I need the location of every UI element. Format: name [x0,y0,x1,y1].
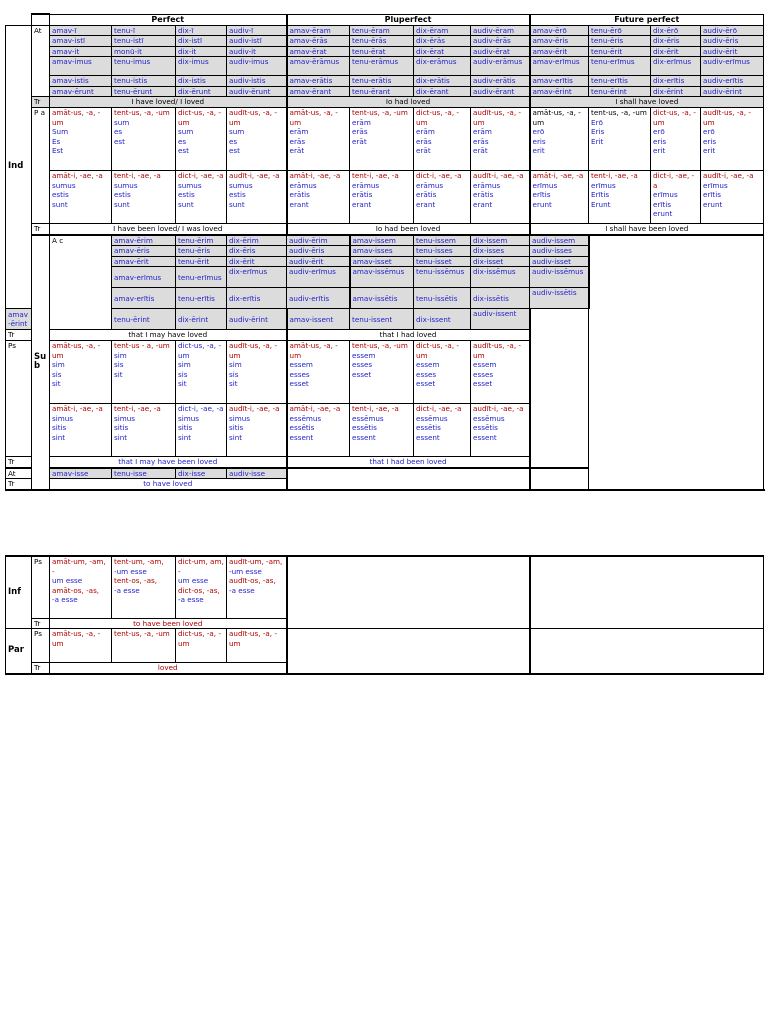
conj-cell: audiv-erīmus [287,267,350,288]
conj-cell: dix-ērint [176,309,227,330]
conj-cell: tenu-erāmus [350,57,414,76]
conj-cell: audiv-isset [530,256,589,267]
conj-cell: audīt-us, -a, -um essem esses esset [471,341,530,404]
conj-cell: tenu-ī [112,25,176,36]
conj-cell: dix-ērās [414,36,471,47]
conj-cell: amav-it [50,46,112,57]
conj-cell: amav-ērit [530,46,589,57]
conj-cell: audīt-us, -a, -um erō eris erit [701,108,764,171]
row-label-passive: Ps [6,341,32,457]
conj-cell: tent-us, -a, -um [112,629,176,663]
mood-label-indicative: Ind [6,25,32,309]
conj-cell: amāt-us, -a, -um [50,629,112,663]
conj-cell: amāt-us, -a, -um erō eris erit [530,108,589,171]
empty-cell [530,629,764,674]
conj-cell: audiv-ērant [471,86,530,97]
conj-cell: tenu-ērās [350,36,414,47]
header-perfect: Perfect [50,14,287,25]
conj-cell: amav-erītis [112,288,176,309]
conj-cell: dict-us, -a, -um erō eris erit [651,108,701,171]
conj-cell: amav-istī [50,36,112,47]
translation: I have been loved/ I was loved [50,224,287,235]
conj-cell: dix-isset [471,256,530,267]
conj-cell: dict-us, -a, -um sim sis sit [176,341,227,404]
conj-cell: dict-us, -a, -um [176,629,227,663]
translation: Io had been loved [287,224,530,235]
conj-cell: dix-imus [176,57,227,76]
row-label-translation: Tr [32,663,50,674]
conj-cell: tenu-erātis [350,76,414,87]
conj-cell: audīt-i, -ae, -a sumus estis sunt [227,171,287,224]
conj-cell: dix-isse [176,468,227,479]
conj-cell: audīt-um, -am, -um esse audīt-os, -as, -a esse [227,556,287,618]
row-label-passive: Ps [32,556,50,618]
conj-cell: tent-i, -ae, -a essēmus essētis essent [350,404,414,457]
conj-cell: tenu-ērō [589,25,651,36]
translation: I shall have been loved [530,224,764,235]
conj-cell: amāt-i, -ae, -a essēmus essētis essent [287,404,350,457]
row-label-translation: Tr [32,224,50,235]
conj-cell: audiv-istī [227,36,287,47]
conj-cell: amāt-um, -am, - um esse amāt-os, -as, -a esse [50,556,112,618]
conj-cell: dict-us, -a, -um essem esses esset [414,341,471,404]
conj-cell: audiv-it [227,46,287,57]
conj-cell: tenu-imus [112,57,176,76]
conj-cell: dix-it [176,46,227,57]
conj-cell: tenu-ērim [176,235,227,246]
conj-cell: amav-imus [50,57,112,76]
conj-cell: dict-us, -a, -um sum es est [176,108,227,171]
conj-cell: audiv-ērit [287,256,350,267]
conj-cell: amāt-us, -a, -um erām erās erāt [287,108,350,171]
conj-cell: dix-ī [176,25,227,36]
conj-cell: dict-um, am, - um esse dict-os, -as, -a esse [176,556,227,618]
empty-cell [287,468,530,490]
conj-cell: dix-ērunt [176,86,227,97]
conj-cell: tenu-ēram [350,25,414,36]
conj-cell: audiv-isse [227,468,287,479]
conj-cell: audiv-ērat [471,46,530,57]
conj-cell: amav-ērunt [50,86,112,97]
conj-cell: amav-ērās [287,36,350,47]
conj-cell: audīt-i, -ae, -a erīmus erītis erunt [701,171,764,224]
conj-cell: amav-erātis [287,76,350,87]
conj-cell: audiv-ī [227,25,287,36]
conj-cell: audiv-ēris [701,36,764,47]
conj-cell: dict-i, -ae, -a erāmus erātis erant [414,171,471,224]
conj-cell: amav-erītis [530,76,589,87]
translation: that I had loved [287,330,530,341]
empty-cell [530,556,764,629]
conj-cell: audiv-imus [227,57,287,76]
conj-cell: audīt-us, -a, -um erām erās erāt [471,108,530,171]
conj-cell: audiv-istis [227,76,287,87]
conj-cell: dix-issem [471,235,530,246]
row-label-translation: Tr [6,457,32,468]
row-label-active: A c [50,235,112,330]
conj-cell: tenu-ērant [350,86,414,97]
conj-cell: audiv-ērās [471,36,530,47]
translation: to have been loved [50,618,287,629]
conj-cell: amav-ērint [6,309,32,330]
conj-cell: dix-erāmus [414,57,471,76]
translation: loved [50,663,287,674]
conj-cell: amav-istis [50,76,112,87]
conj-cell: audiv-ērit [701,46,764,57]
conj-cell: dix-ērint [651,86,701,97]
conj-cell: dix-ērō [651,25,701,36]
row-label-active: At [32,25,50,97]
conj-cell: dix-issent [414,309,471,330]
conj-cell: tenu-erīmus [589,57,651,76]
conj-cell: tenu-ērat [350,46,414,57]
conj-cell: amav-isses [350,246,414,257]
conj-cell: dict-i, -ae, -a essēmus essētis essent [414,404,471,457]
conj-cell: tenu-erītis [589,76,651,87]
conjugation-table [5,13,764,491]
conj-cell: dix-erītis [651,76,701,87]
conj-cell: tenu-ērint [589,86,651,97]
row-label-translation: Tr [6,330,32,341]
conj-cell: tenu-issētis [414,288,471,309]
translation: I shall have loved [530,97,764,108]
conj-cell: audiv-issētis [530,288,589,309]
conj-cell: tenu-issēmus [414,267,471,288]
conj-cell: audīt-i, -ae, -a essēmus essētis essent [471,404,530,457]
conj-cell: audīt-i, -ae, -a erāmus erātis erant [471,171,530,224]
conj-cell: amav-isse [50,468,112,479]
conj-cell: tenu-ēris [589,36,651,47]
conj-cell: tenu-ērint [112,309,176,330]
infinitive-participle-table [5,555,764,675]
conj-cell: amav-ērim [112,235,176,246]
conj-cell: amav-ērit [112,256,176,267]
conj-cell: dix-ērit [651,46,701,57]
conj-cell: audiv-ērō [701,25,764,36]
conj-cell: dict-i, -ae, -a erīmus erītis erunt [651,171,701,224]
conj-cell: amāt-i, -ae, -a erāmus erātis erant [287,171,350,224]
conj-cell: amav-ērāmus [287,57,350,76]
translation: that I may have been loved [50,457,287,468]
conj-cell: dix-erātis [414,76,471,87]
conj-cell: dix-ērim [227,235,287,246]
conj-cell: amav-ērint [530,86,589,97]
conj-cell: audīt-us, -a, -um [227,629,287,663]
conj-cell: audiv-erītis [287,288,350,309]
conj-cell: amav-ērant [287,86,350,97]
row-label-passive: P a [32,108,50,224]
conj-cell: amav-ērat [287,46,350,57]
conj-cell: dix-erīmus [227,267,287,288]
conj-cell: tenu-erīmus [176,267,227,288]
conj-cell: dix-ēram [414,25,471,36]
conj-cell: tent-i, -ae, -a simus sitis sint [112,404,176,457]
empty-cell [287,629,530,674]
conj-cell: tenu-issent [350,309,414,330]
mood-label-participle: Par [6,629,32,674]
translation: to have loved [50,479,287,490]
conj-cell: tent-i, -ae, -a erāmus erātis erant [350,171,414,224]
conj-cell: audiv-erāmus [471,57,530,76]
conj-cell: amav-ēris [530,36,589,47]
conj-cell: amav-ēram [287,25,350,36]
conj-cell: amāt-us, -a, -um essem esses esset [287,341,350,404]
row-label-passive: Ps [32,629,50,663]
conj-cell: audīt-i, -ae, -a simus sitis sint [227,404,287,457]
conj-cell: audīt-us, -a, -um sum es est [227,108,287,171]
conj-cell: dix-erītis [227,288,287,309]
conj-cell: monū-it [112,46,176,57]
conj-cell: tent-us, -a, -um essem esses esset [350,341,414,404]
empty-cell [589,235,764,490]
conj-cell: tent-us, -a, -um erām erās erāt [350,108,414,171]
conj-cell: dix-ērat [414,46,471,57]
conj-cell: audiv-erītis [701,76,764,87]
conj-cell: tenu-istī [112,36,176,47]
row-label-translation: Tr [32,618,50,629]
conj-cell: amav-issēmus [350,267,414,288]
conj-cell: audiv-issēmus [530,267,589,288]
conj-cell: audiv-ēram [471,25,530,36]
row-label-active: At [6,468,32,479]
conj-cell: audiv-ērim [287,235,350,246]
conj-cell: tent-um, -am, -um esse tent-os, -as, -a esse [112,556,176,618]
conj-cell: tent-i, -ae, -a erīmus Erītis Erunt [589,171,651,224]
conj-cell: dix-istī [176,36,227,47]
conj-cell: dix-issētis [471,288,530,309]
conj-cell: amāt-us, -a, -um Sum Es Est [50,108,112,171]
conj-cell: audiv-ēris [287,246,350,257]
conj-cell: dict-i, -ae, -a sumus estis sunt [176,171,227,224]
conj-cell: dix-erīmus [651,57,701,76]
conj-cell: amav-ī [50,25,112,36]
translation: I have loved/ I loved [50,97,287,108]
translation: that I may have loved [50,330,287,341]
conj-cell: tenu-ēris [176,246,227,257]
conj-cell: tenu-isse [112,468,176,479]
conj-cell: dix-ērit [227,256,287,267]
conj-cell: audiv-issent [471,309,530,330]
conj-cell: tenu-issem [414,235,471,246]
conj-cell: dix-ēris [651,36,701,47]
row-label-translation: Tr [6,479,32,490]
conj-cell: tenu-isses [414,246,471,257]
conj-cell: tenu-istis [112,76,176,87]
mood-label-infinitive: Inf [6,556,32,629]
conj-cell: amav-erīmus [112,267,176,288]
conj-cell: dict-i, -ae, -a simus sitis sint [176,404,227,457]
conj-cell: audiv-ērint [701,86,764,97]
conj-cell: tent-us - a, -um sim sis sit [112,341,176,404]
mood-label-subjunctive: Su b [32,235,50,490]
conj-cell: amāt-i, -ae, -a erīmus erītis erunt [530,171,589,224]
conj-cell: amāt-i, -ae, -a simus sitis sint [50,404,112,457]
conj-cell: dix-ērant [414,86,471,97]
header-future-perfect: Future perfect [530,14,764,25]
conj-cell: tenu-isset [414,256,471,267]
conj-cell: audīt-us, -a, -um sim sis sit [227,341,287,404]
conj-cell: audiv-issem [530,235,589,246]
row-label-translation: Tr [32,97,50,108]
conj-cell: amav-erīmus [530,57,589,76]
conj-cell: amav-ērō [530,25,589,36]
conj-cell: amav-isset [350,256,414,267]
conj-cell: amav-issētis [350,288,414,309]
conj-cell: dix-istis [176,76,227,87]
conj-cell: audiv-ērunt [227,86,287,97]
conj-cell: dix-isses [471,246,530,257]
conj-cell: tent-us, -a, -um sum es est [112,108,176,171]
conj-cell: dix-ēris [227,246,287,257]
translation: that I had been loved [287,457,530,468]
conj-cell: audiv-erātis [471,76,530,87]
conj-cell: audiv-erīmus [701,57,764,76]
conj-cell: amav-ēris [112,246,176,257]
conj-cell: tenu-ērunt [112,86,176,97]
header-pluperfect: Pluperfect [287,14,530,25]
conj-cell: amāt-us, -a, -um sim sis sit [50,341,112,404]
conj-cell: tent-us, -a, -um Erō Eris Erit [589,108,651,171]
conj-cell: tenu-erītis [176,288,227,309]
conj-cell: dix-issēmus [471,267,530,288]
conj-cell: audiv-ērint [227,309,287,330]
conj-cell: amav-issent [287,309,350,330]
translation: Io had loved [287,97,530,108]
conj-cell: amāt-i, -ae, -a sumus estis sunt [50,171,112,224]
conj-cell: dict-us, -a, -um erām erās erāt [414,108,471,171]
empty-cell [287,556,530,629]
conj-cell: audiv-isses [530,246,589,257]
conj-cell: tent-i, -ae, -a sumus estis sunt [112,171,176,224]
conj-cell: tenu-ērit [589,46,651,57]
conj-cell: amav-issem [350,235,414,246]
conj-cell: tenu-ērit [176,256,227,267]
